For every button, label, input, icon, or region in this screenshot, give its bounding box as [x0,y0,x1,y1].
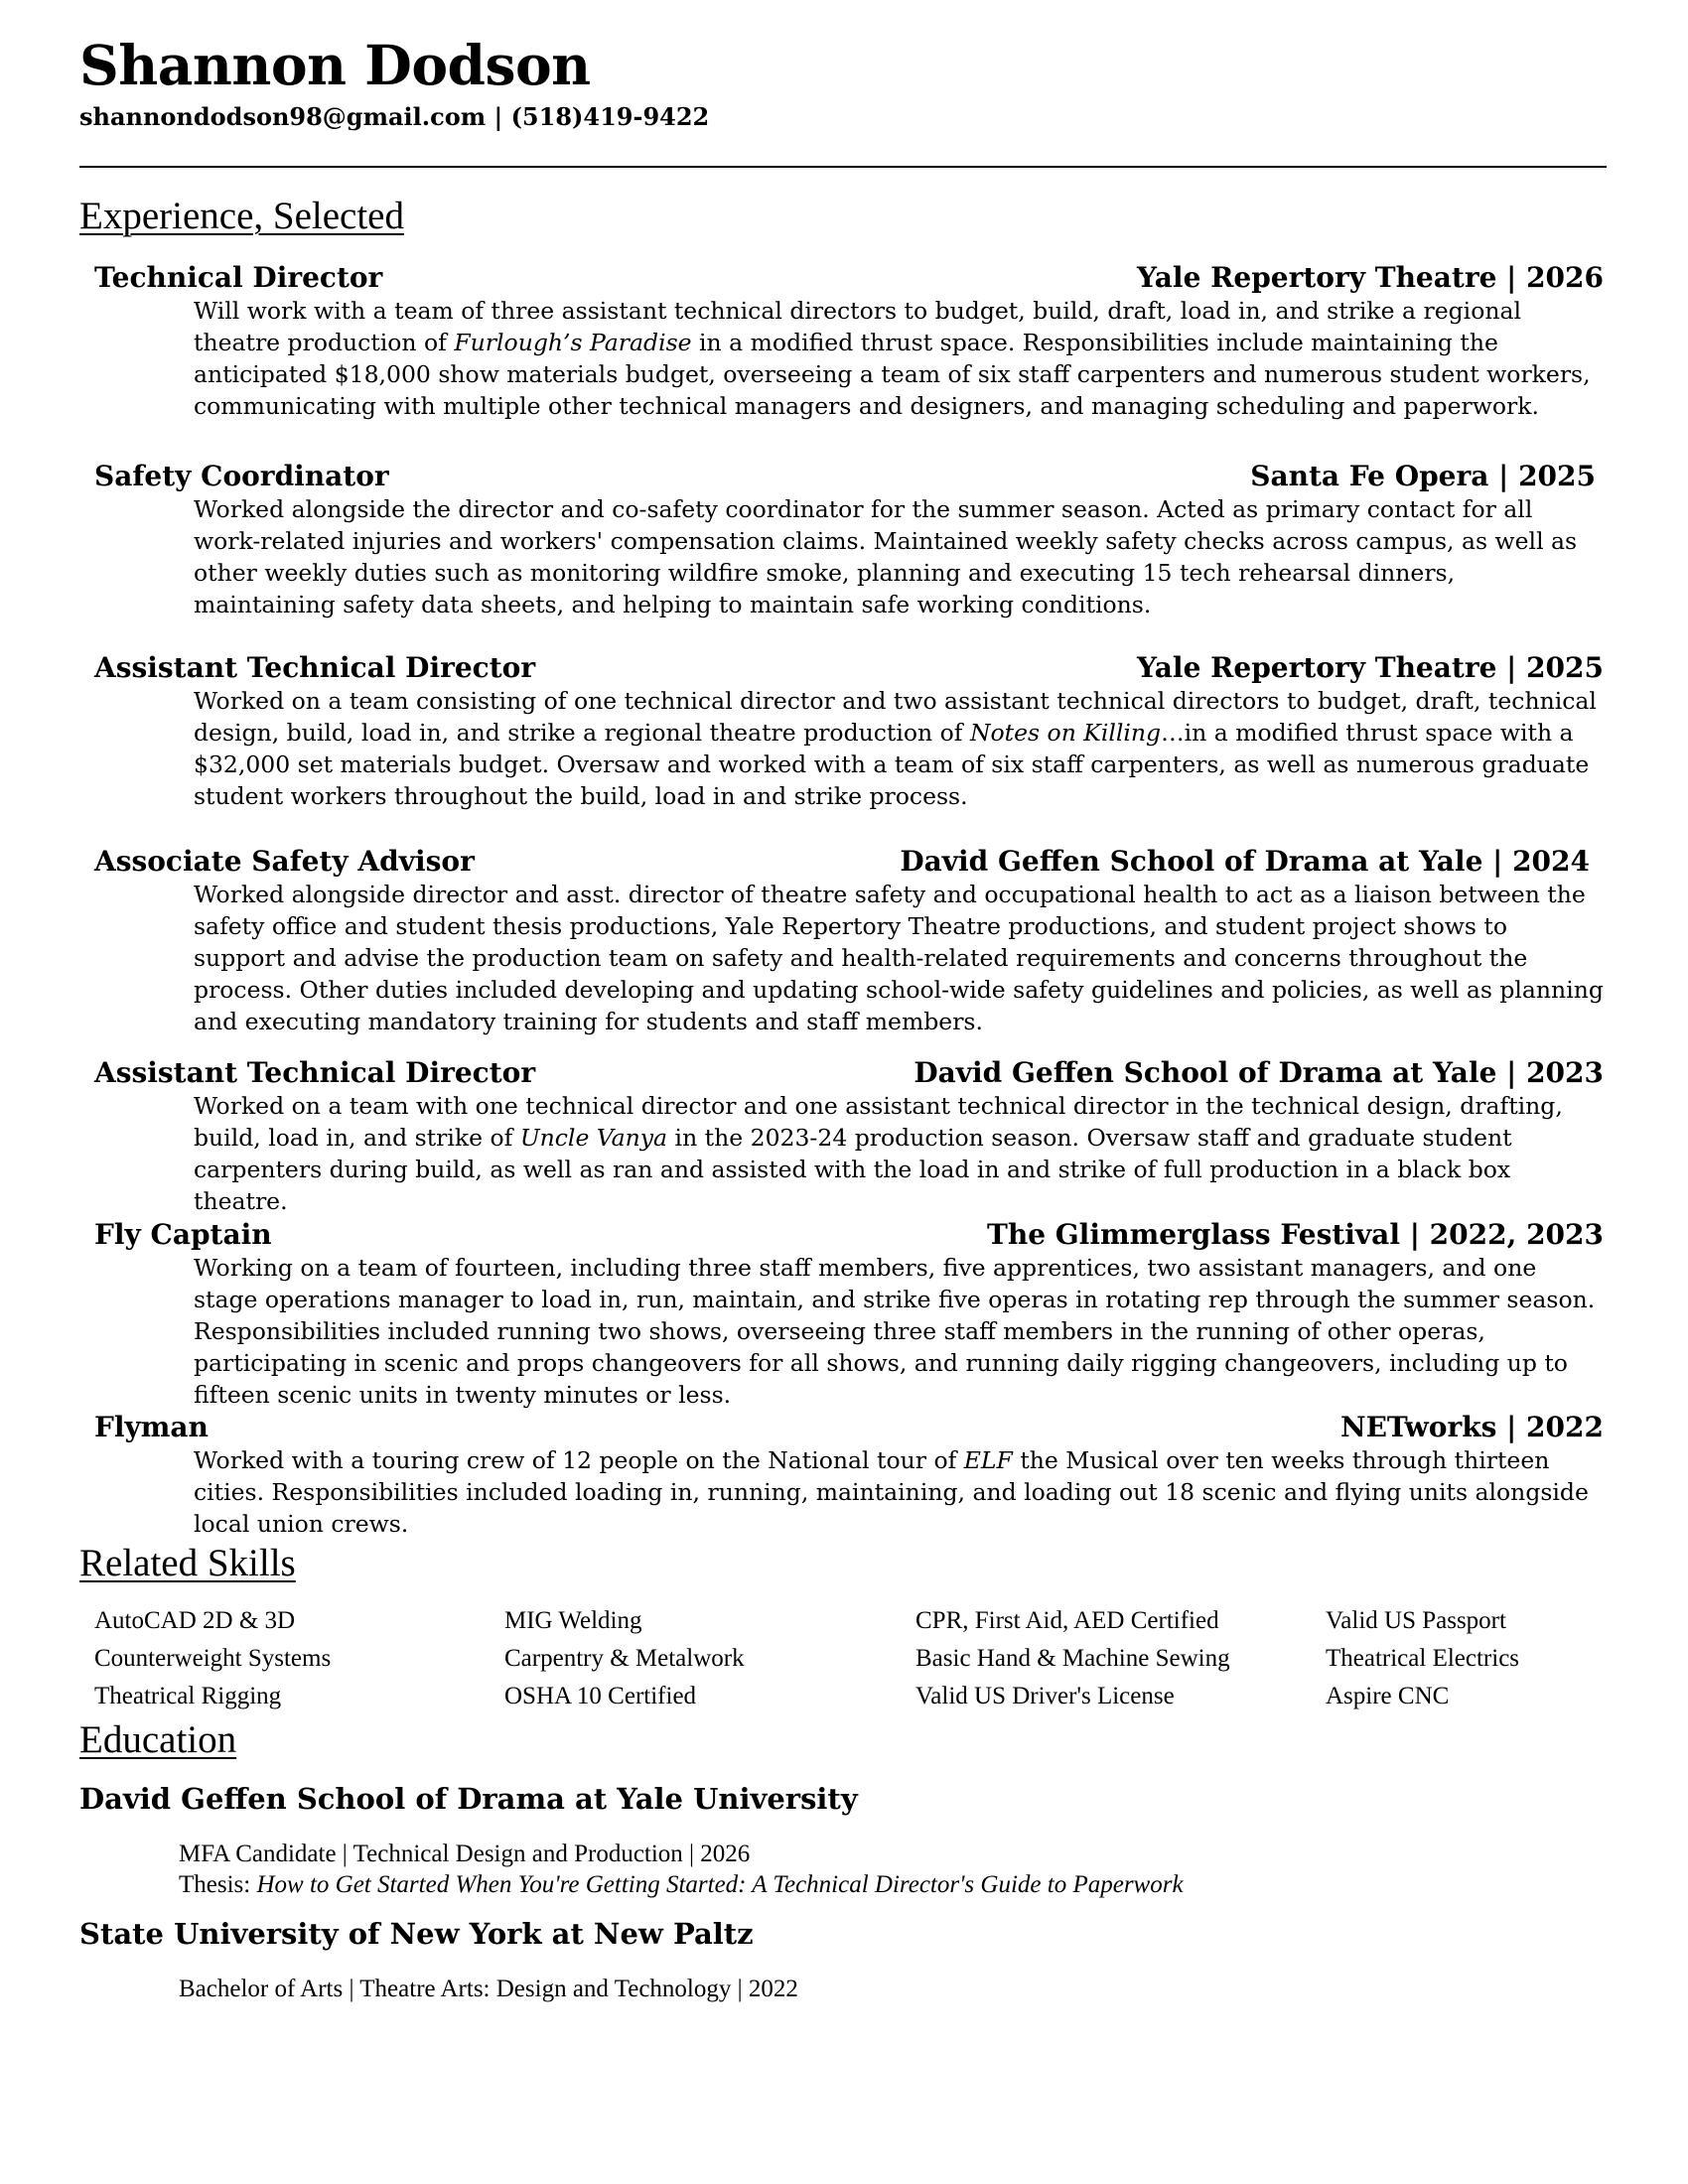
job-organization: David Geffen School of Drama at Yale | 2023 [914,1056,1604,1089]
job-organization: The Glimmerglass Festival | 2022, 2023 [987,1218,1604,1251]
job-organization: Yale Repertory Theatre | 2026 [1136,261,1604,294]
school-name: David Geffen School of Drama at Yale University [79,1782,858,1816]
job-title: Fly Captain [94,1218,272,1251]
skill-item: Valid US Driver's License [915,1683,1175,1709]
job-entry [94,1217,1604,1411]
job-entry [94,459,1604,620]
job-title: Assistant Technical Director [94,651,536,684]
degree-line: MFA Candidate | Technical Design and Production | 2026 [179,1841,751,1867]
job-title: Technical Director [94,261,383,294]
skill-item: Aspire CNC [1326,1683,1450,1709]
skill-item: Carpentry & Metalwork [504,1645,745,1672]
skill-item: Theatrical Electrics [1326,1645,1520,1672]
job-description: Worked on a team consisting of one technical director and two assistant technical directors to budget, draft, technical design, build, load in, and strike a regional theatre production of Notes on Killing…in a modified thrust space with a $32,000 set materials budget. Oversaw and worked with a team of six staff carpenters, as well as numerous graduate student workers throughout the build, load in and strike process. [194,687,1597,810]
skill-item: Theatrical Rigging [94,1683,282,1709]
skill-item: Counterweight Systems [94,1645,332,1672]
skill-item: MIG Welding [504,1607,642,1634]
job-organization: Yale Repertory Theatre | 2025 [1136,651,1604,684]
job-entry [94,1410,1604,1540]
job-description: Worked with a touring crew of 12 people on the National tour of ELF the Musical over ten weeks through thirteen cities. Responsibilities included loading in, running, maintaining, and loading out 18 scenic and flying units alongside local union crews. [194,1446,1589,1538]
candidate-name: Shannon Dodson [79,33,591,97]
school-name: State University of New York at New Paltz [79,1917,754,1951]
job-organization: Santa Fe Opera | 2025 [1250,460,1596,492]
job-organization: NETworks | 2022 [1339,1411,1604,1443]
skills-column [1326,1602,1519,1715]
job-entry [94,650,1604,812]
skills-column [915,1602,1230,1715]
job-entry [94,260,1604,422]
job-organization: David Geffen School of Drama at Yale | 2024 [900,845,1590,878]
skills-column [504,1602,745,1715]
skills-heading: Related Skills [79,1542,296,1584]
job-description: Will work with a team of three assistant technical directors to budget, build, draft, load in, and strike a regional theatre production of Furlough’s Paradise in a modified thrust space. Responsibilities include maintaining the anticipated $18,000 show materials budget, overseeing a team of six staff carpenters and numerous student workers, communicating with multiple other technical managers and designers, and managing scheduling and paperwork. [194,297,1591,420]
skill-item: CPR, First Aid, AED Certified [915,1607,1219,1634]
degree-line: Bachelor of Arts | Theatre Arts: Design and Technology | 2022 [179,1976,798,2002]
job-description: Worked on a team with one technical director and one assistant technical director in the technical design, drafting, build, load in, and strike of Uncle Vanya in the 2023-24 production season. Oversaw staff and graduate student carpenters during build, as well as ran and assisted with the load in and strike of full production in a black box theatre. [194,1092,1563,1215]
skills-column [94,1602,331,1715]
experience-heading: Experience, Selected [79,195,404,237]
skill-item: Valid US Passport [1326,1607,1506,1634]
job-title: Safety Coordinator [94,460,389,492]
education-heading: Education [79,1718,237,1761]
header-divider [79,166,1607,168]
job-description: Worked alongside the director and co-safety coordinator for the summer season. Acted as primary contact for all work-related injuries and workers' compensation claims. Maintained weekly safety checks across campus, as well as other weekly duties such as monitoring wildfire smoke, planning and executing 15 tech rehearsal dinners, maintaining safety data sheets, and helping to maintain safe working conditions. [194,495,1578,618]
skill-item: AutoCAD 2D & 3D [94,1607,296,1634]
job-title: Associate Safety Advisor [94,845,475,878]
job-entry [94,1055,1604,1217]
job-title: Flyman [94,1411,209,1443]
job-entry [94,844,1604,1037]
skill-item: Basic Hand & Machine Sewing [915,1645,1230,1672]
thesis-line: Thesis: How to Get Started When You're Getting Started: A Technical Director's Guide to Paperwork [179,1871,1184,1898]
job-description: Working on a team of fourteen, including three staff members, five apprentices, two assistant managers, and one stage operations manager to load in, run, maintain, and strike five operas in rotating rep through the summer season. Responsibilities included running two shows, overseeing three staff members in the running of other operas, participating in scenic and props changeovers for all shows, and running daily rigging changeovers, including up to fifteen scenic units in twenty minutes or less. [194,1254,1596,1409]
contact-line: shannondodson98@gmail.com | (518)419-9422 [79,102,710,131]
job-title: Assistant Technical Director [94,1056,536,1089]
job-description: Worked alongside director and asst. director of theatre safety and occupational health to act as a liaison between the safety office and student thesis productions, Yale Repertory Theatre productions, and student project shows to support and advise the production team on safety and health-related requirements and concerns throughout the process. Other duties included developing and updating school-wide safety guidelines and policies, as well as planning and executing mandatory training for students and staff members. [194,881,1604,1035]
skill-item: OSHA 10 Certified [504,1683,697,1709]
